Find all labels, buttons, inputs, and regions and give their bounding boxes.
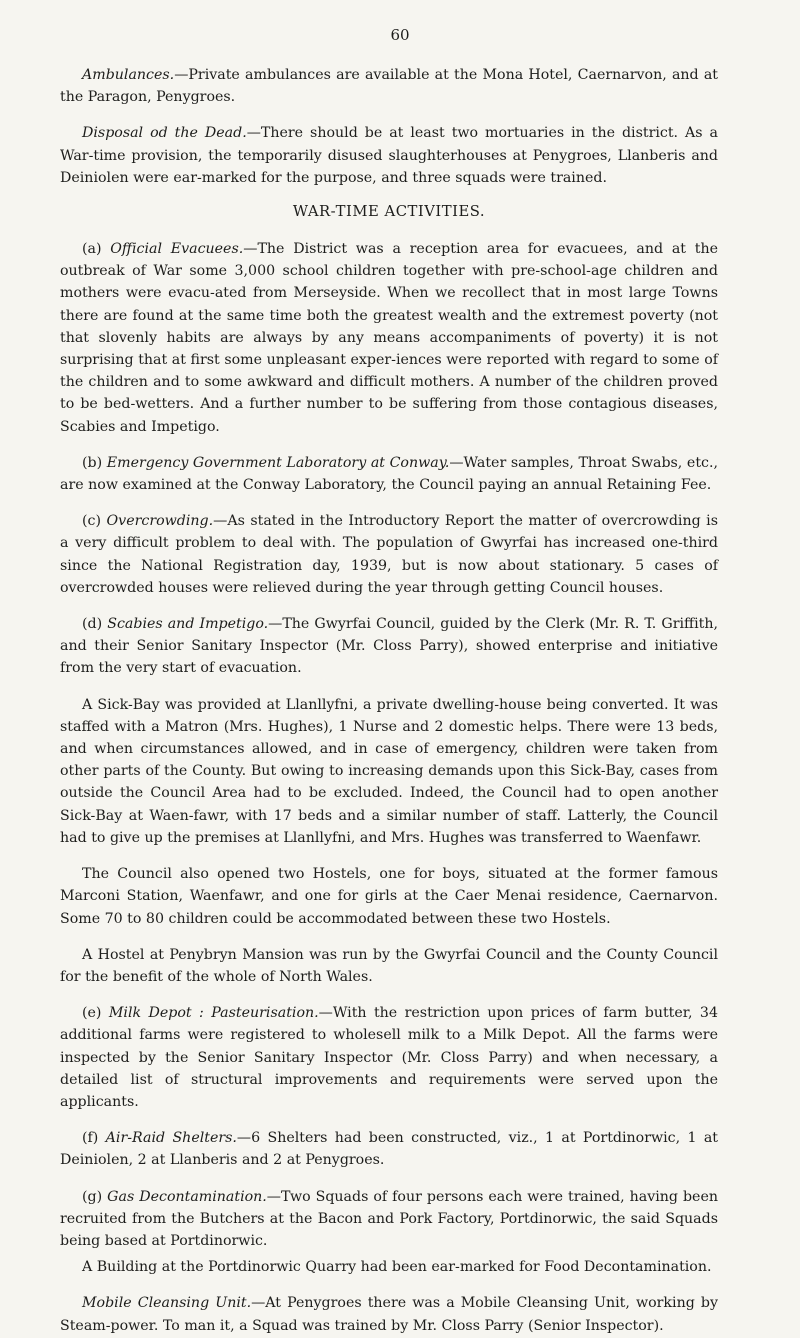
- paragraph-hostels: The Council also opened two Hostels, one for boys, situated at the former famous Marconi Station, Waenfawr, and one for girls at the Caer Menai residence, Caernarvon. Some 70 to 80 children could be accommodated between these two Hostels.: [60, 866, 718, 927]
- section-air-raid-shelters: [60, 1127, 718, 1171]
- section-label: (f): [82, 1130, 99, 1147]
- paragraph-text: —Private ambulances are available at the Mona Hotel, Caernarvon, and at the Paragon, Penygroes.: [60, 67, 718, 106]
- section-label: (b): [82, 454, 103, 471]
- section-text: —Two Squads of four persons each were trained, having been recruited from the Butchers at the Bacon and Pork Factory, Portdinorwic, the said Squads being based at Portdinorwic.: [60, 1188, 718, 1249]
- section-text: —The Gwyrfai Council, guided by the Clerk (Mr. R. T. Griffith, and their Senior Sanitary Inspector (Mr. Closs Parry), showed enterprise and initiative from the very start of evacuation.: [60, 616, 719, 677]
- page-number: 60: [390, 26, 410, 44]
- section-text: —Water samples, Throat Swabs, etc., are now examined at the Conway Laboratory, the Council paying an annual Retaining Fee.: [60, 454, 718, 494]
- section-label: (e): [82, 1005, 102, 1022]
- section-label: (c): [82, 513, 102, 530]
- paragraph-sick-bay: A Sick-Bay was provided at Llanllyfni, a private dwelling-house being converted. It was staffed with a Matron (Mrs. Hughes), 1 Nurse and 2 domestic helps. There were 13 beds, and when circumstances allowed, and in case of emergency, children were taken from other parts of the County. But owing to increasing demands upon this Sick-Bay, cases from outside the Council Area had to be excluded. Indeed, the Council had to open another Sick-Bay at Waen-fawr, with 17 beds and a similar number of staff. Latterly, the Council had to give up the premises at Llanllyfni, and Mrs. Hughes was transferred to Waenfawr.: [60, 696, 718, 846]
- section-heading: WAR-TIME ACTIVITIES.: [292, 203, 486, 221]
- section-text: —With the restriction upon prices of farm butter, 34 additional farms were registered to wholesell milk to a Milk Depot. All the farms were inspected by the Senior Sanitary Inspector (Mr. Closs Parry) and when necessary, a detailed list of structural improvements and requirements were served upon the applicants.: [60, 1005, 718, 1110]
- paragraph-lead: Disposal od the Dead.: [82, 125, 247, 142]
- paragraph-mobile-cleansing-unit: [60, 1292, 718, 1336]
- section-lead: Official Evacuees.: [110, 241, 244, 258]
- section-gas-decontamination: [60, 1186, 718, 1253]
- section-label: (g): [82, 1188, 103, 1205]
- section-lead: Emergency Government Laboratory at Conway.: [106, 454, 450, 471]
- paragraph-lead: Mobile Cleansing Unit.: [82, 1295, 252, 1312]
- section-lead: Air-Raid Shelters.: [105, 1130, 237, 1147]
- section-lead: Milk Depot : Pasteurisation.: [108, 1005, 319, 1022]
- section-label: (a): [82, 241, 102, 258]
- paragraph-penybryn-hostel: A Hostel at Penybryn Mansion was run by the Gwyrfai Council and the County Council for the benefit of the whole of North Wales.: [60, 946, 718, 985]
- paragraph-text: —At Penygroes there was a Mobile Cleansing Unit, working by Steam-power. To man it, a Squad was trained by Mr. Closs Parry (Senior Inspector).: [60, 1295, 718, 1334]
- section-text: —6 Shelters had been constructed, viz., 1 at Portdinorwic, 1 at Deiniolen, 2 at Llanberis and 2 at Penygroes.: [60, 1130, 718, 1169]
- paragraph-text: —There should be at least two mortuaries in the district. As a War-time provision, the temporarily disused slaughterhouses at Penygroes, Llanberis and Deiniolen were ear-marked for the purpose, and three squads were trained.: [60, 125, 718, 186]
- paragraph-ambulances: [60, 64, 718, 108]
- section-lead: Gas Decontamination.: [107, 1188, 267, 1205]
- section-scabies-impetigo: [60, 613, 718, 680]
- section-text: —The District was a reception area for evacuees, and at the outbreak of War some 3,000 school children together with pre-school-age children and mothers were evacu-ated from Merseyside. When we recollect that in most large Towns there are found at the same time both the greatest wealth and the extremest poverty (not that slovenly habits are always by any means accompaniments of poverty) it is not surprising that at first some unpleasant exper-iences were reported with regard to some of the children and to some awkward and difficult mothers. A number of the children proved to be bed-wetters. And a further number to be suffering from those contagious diseases, Scabies and Impetigo.: [60, 241, 718, 435]
- section-overcrowding: [60, 510, 718, 599]
- section-lead: Overcrowding.: [106, 513, 214, 530]
- section-lead: Scabies and Impetigo.: [107, 616, 269, 633]
- section-milk-depot: [60, 1002, 718, 1113]
- paragraph-lead: Ambulances.: [82, 67, 175, 83]
- section-emergency-laboratory: [60, 452, 718, 496]
- paragraph-disposal-of-dead: [60, 122, 718, 189]
- paragraph-food-decontamination: A Building at the Portdinorwic Quarry had been ear-marked for Food Decontamination.: [82, 1259, 712, 1276]
- section-label: (d): [82, 616, 103, 633]
- section-official-evacuees: [60, 238, 718, 438]
- section-text: —As stated in the Introductory Report the matter of overcrowding is a very difficult problem to deal with. The population of Gwyrfai has increased one-third since the National Registration day, 1939, but is now about stationary. 5 cases of overcrowded houses were relieved during the year through getting Council houses.: [60, 513, 718, 596]
